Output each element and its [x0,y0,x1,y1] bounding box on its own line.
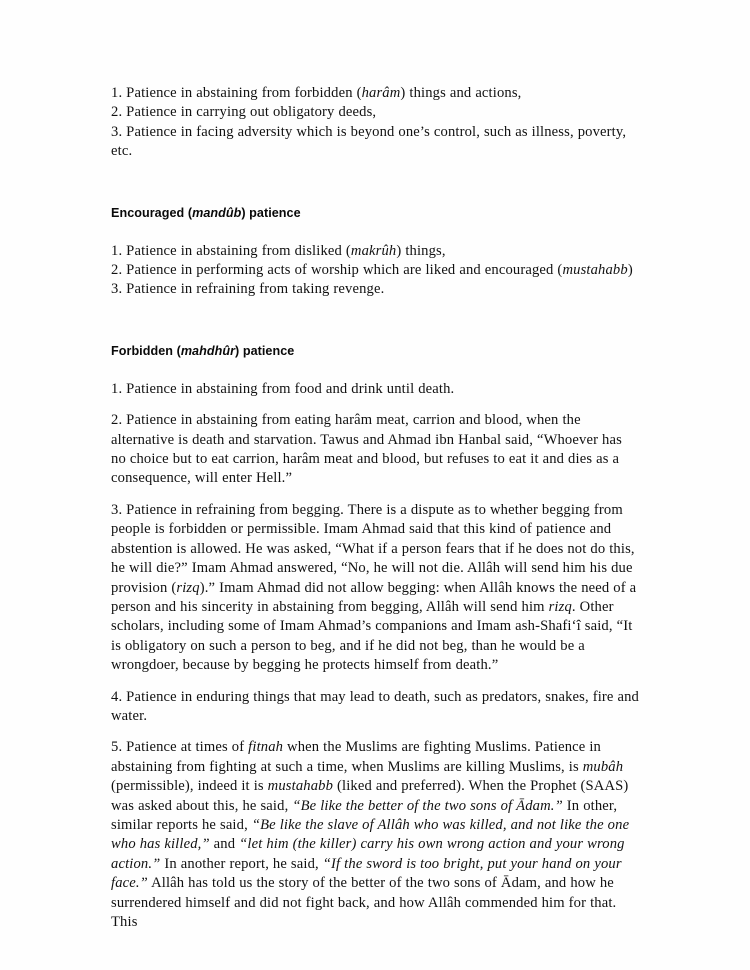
spacer [111,221,639,242]
spacer [111,359,639,380]
paragraph-forbidden-2: 2. Patience in abstaining from eating harâm meat, carrion and blood, when the alternative is death and starvation. Tawus and Ahmad ibn Hanbal said, “Whoever has no choice but to eat carrion, harâm meat and blood, but refuses to eat it and dies as a consequence, will enter Hell.” [111,412,622,487]
spacer [111,726,639,738]
section-heading-encouraged-patience: Encouraged (mandûb) patience [111,205,301,220]
list-item: 1. Patience in abstaining from disliked (makrûh) things, [111,242,446,259]
paragraph-forbidden-5: 5. Patience at times of fitnah when the Muslims are fighting Muslims. Patience in abstaining from fighting at such a time, when Muslims are killing Muslims, is mubâh (permissible), indeed it is mustahabb (liked and preferred). When the Prophet (SAAS) was asked about this, he said, “Be like the better of the two sons of Ādam.” In other, similar reports he said, “Be like the slave of Allâh who was killed, and not like the one who has killed,” and “let him (the killer) carry his own wrong action and your wrong action.” In another report, he said, “If the sword is too bright, put your hand on your face.” Allâh has told us the story of the better of the two sons of Ādam, and how he surrendered himself and did not fight back, and how Allâh commended him for that. This [111,739,630,930]
section-heading-forbidden-patience: Forbidden (mahdhûr) patience [111,343,295,358]
page-text-body [111,84,639,932]
paragraph-forbidden-4: 4. Patience in enduring things that may lead to death, such as predators, snakes, fire and water. [111,688,639,724]
list-item: 3. Patience in refraining from taking revenge. [111,281,385,298]
list-encouraged-patience [111,242,639,300]
spacer [111,676,639,688]
spacer [111,162,639,206]
spacer [111,399,639,411]
list-item: 1. Patience in abstaining from forbidden (harâm) things and actions, [111,85,522,101]
list-item: 2. Patience in carrying out obligatory deeds, [111,104,377,121]
paragraph-forbidden-1: 1. Patience in abstaining from food and drink until death. [111,380,455,397]
list-item: 2. Patience in performing acts of worship which are liked and encouraged (mustahabb) [111,262,633,279]
list-item: 3. Patience in facing adversity which is beyond one’s control, such as illness, poverty, etc. [111,123,627,160]
spacer [111,300,639,344]
list-intro-obligatory-patience [111,84,639,162]
paragraph-forbidden-3: 3. Patience in refraining from begging. There is a dispute as to whether begging from people is forbidden or permissible. Imam Ahmad said that this kind of patience and abstention is allowed. He was asked, “What if a person fears that if he does not do this, he will die?” Imam Ahmad answered, “No, he will not die. Allâh will send him his due provision (rizq).” Imam Ahmad did not allow begging: when Allâh knows the need of a person and his sincerity in abstaining from begging, Allâh will send him rizq. Other scholars, including some of Imam Ahmad’s companions and Imam ash-Shafi‘î said, “It is obligatory on such a person to beg, and if he did not beg, than he would be a wrongdoer, because by begging he protects himself from death.” [111,501,637,674]
spacer [111,489,639,501]
